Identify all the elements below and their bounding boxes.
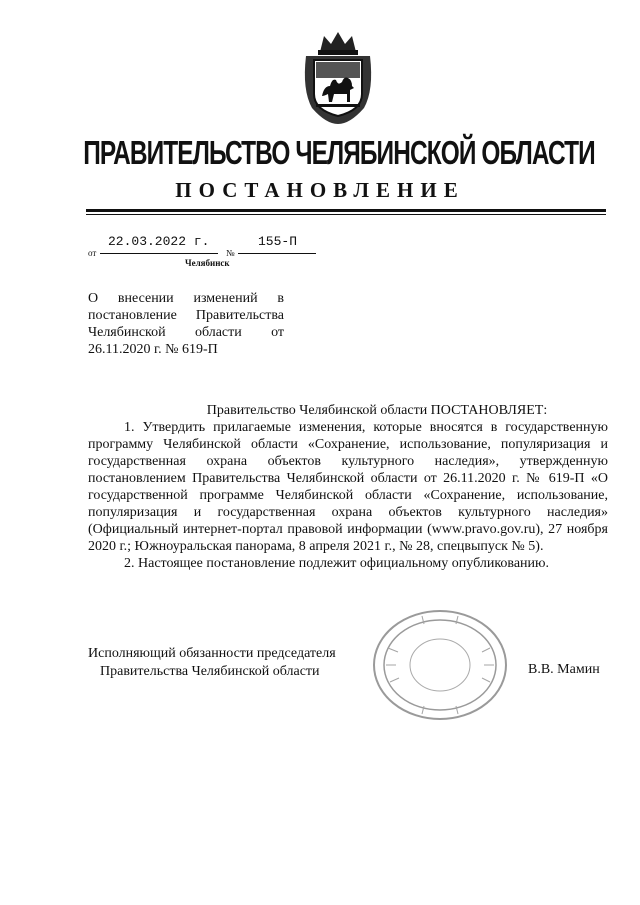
position-line-1: Исполняющий обязанности председателя: [88, 646, 336, 661]
chelyabinsk-coat-of-arms-icon: [298, 30, 378, 126]
city-label: Челябинск: [185, 258, 230, 268]
decree-body: [88, 402, 608, 572]
official-round-seal-icon: [372, 608, 508, 722]
decree-subject: О внесении изменений в постановление Правительства Челябинской области от 26.11.2020 г. № 619-П: [88, 291, 284, 357]
item-2: 2. Настоящее постановление подлежит официальному опубликованию.: [124, 556, 549, 571]
item-1: 1. Утвердить прилагаемые изменения, которые вносятся в государственную программу Челябинской области «Сохранение, использование, популяризация и государственная охрана объектов культурного наследия», утвержденную постановлением Правительства Челябинской области от 26.11.2020 г. № 619-П «О государственной программе Челябинской области «Сохранение, использование, популяризация и государственная охрана объектов культурного наследия» (Официальный интернет-портал правовой информации (www.pravo.gov.ru), 27 ноября 2020 г.; Южноуральская панорама, 8 апреля 2021 г., № 28, спецвыпуск № 5).: [88, 420, 608, 554]
header-rule-thick: [86, 209, 606, 212]
number-prefix: №: [226, 248, 235, 258]
number-underline: [238, 253, 316, 254]
government-title: ПРАВИТЕЛЬСТВО ЧЕЛЯБИНСКОЙ ОБЛАСТИ: [83, 134, 595, 171]
date-number-row: [88, 234, 348, 260]
date-underline: [100, 253, 218, 254]
intro-line: Правительство Челябинской области ПОСТАНОВЛЯЕТ:: [206, 403, 548, 418]
header-rule-thin: [86, 214, 606, 215]
decree-title: ПОСТАНОВЛЕНИЕ: [175, 178, 465, 202]
position-line-2: Правительства Челябинской области: [100, 664, 320, 679]
signatory-name: В.В. Мамин: [528, 662, 600, 677]
decree-date: 22.03.2022 г.: [108, 234, 210, 249]
signatory-position: [88, 645, 336, 681]
date-prefix: от: [88, 248, 97, 258]
decree-number: 155-П: [258, 234, 298, 249]
